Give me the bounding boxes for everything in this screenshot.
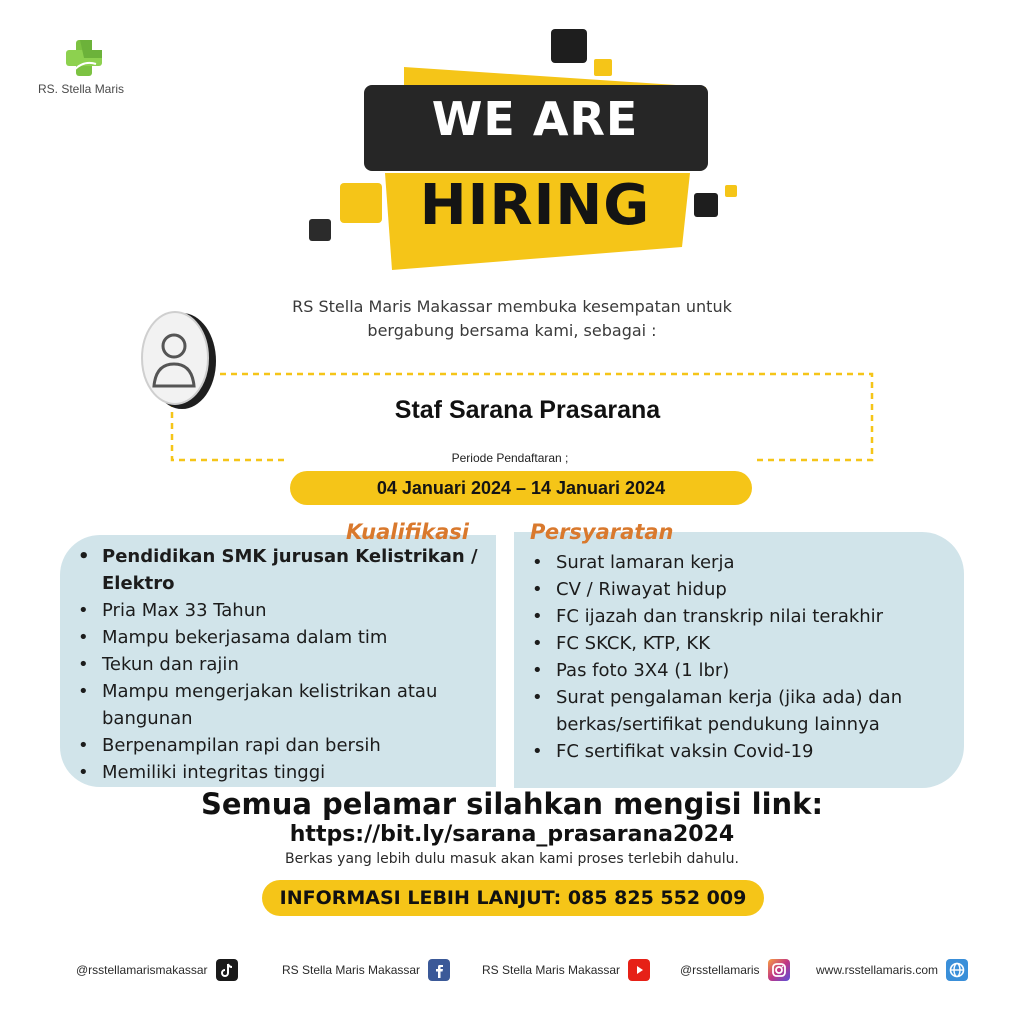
period-label: Periode Pendaftaran ; — [451, 451, 569, 465]
list-item: • Surat pengalaman kerja (jika ada) dan berkas/sertifikat pendukung lainnya — [516, 684, 948, 738]
intro-line-1: RS Stella Maris Makassar membuka kesempatan untuk — [292, 297, 732, 316]
list-item: • Pendidikan SMK jurusan Kelistrikan / Elektro — [62, 543, 498, 597]
persyaratan-list — [516, 549, 948, 765]
kualifikasi-list — [62, 543, 498, 786]
hiring-banner — [300, 25, 740, 280]
contact-info: INFORMASI LEBIH LANJUT: 085 825 552 009 — [262, 880, 764, 916]
social-tiktok[interactable] — [76, 958, 238, 982]
social-youtube[interactable] — [482, 958, 650, 982]
social-label: www.rsstellamaris.com — [816, 963, 939, 977]
list-item: • FC sertifikat vaksin Covid-19 — [516, 738, 948, 765]
list-item: • FC SKCK, KTP, KK — [516, 630, 948, 657]
hiring-heading: HIRING — [419, 173, 651, 238]
processing-note: Berkas yang lebih dulu masuk akan kami proses terlebih dahulu. — [285, 851, 739, 867]
social-label: RS Stella Maris Makassar — [482, 963, 621, 977]
list-item: • Surat lamaran kerja — [516, 549, 948, 576]
social-website[interactable] — [816, 958, 968, 982]
social-label: @rsstellamarismakassar — [76, 963, 208, 977]
social-facebook[interactable] — [282, 958, 450, 982]
youtube-icon — [628, 959, 650, 981]
social-label: RS Stella Maris Makassar — [282, 963, 421, 977]
intro-line-2: bergabung bersama kami, sebagai : — [367, 321, 657, 340]
we-are-heading: WE ARE — [431, 92, 639, 146]
list-item: • Tekun dan rajin — [62, 651, 498, 678]
apply-link[interactable]: https://bit.ly/sarana_prasarana2024 — [289, 822, 735, 847]
list-item: • Pria Max 33 Tahun — [62, 597, 498, 624]
list-item: • Memiliki integritas tinggi — [62, 759, 498, 786]
intro-text — [262, 295, 762, 343]
apply-cta: Semua pelamar silahkan mengisi link: — [200, 787, 824, 821]
period-dates: 04 Januari 2024 – 14 Januari 2024 — [290, 471, 752, 505]
user-avatar-icon — [134, 306, 224, 412]
social-label: @rsstellamaris — [680, 963, 760, 977]
list-item: • FC ijazah dan transkrip nilai terakhir — [516, 603, 948, 630]
list-item: • Mampu bekerjasama dalam tim — [62, 624, 498, 651]
facebook-icon — [428, 959, 450, 981]
persyaratan-heading: Persyaratan — [530, 520, 674, 544]
list-item: • Mampu mengerjakan kelistrikan atau bangunan — [62, 678, 498, 732]
social-instagram[interactable] — [680, 958, 790, 982]
logo-name: RS. Stella Maris — [38, 82, 125, 96]
kualifikasi-heading: Kualifikasi — [346, 520, 470, 544]
tiktok-icon — [216, 959, 238, 981]
list-item: • Berpenampilan rapi dan bersih — [62, 732, 498, 759]
list-item: • Pas foto 3X4 (1 lbr) — [516, 657, 948, 684]
position-title: Staf Sarana Prasarana — [394, 396, 661, 424]
instagram-icon — [768, 959, 790, 981]
list-item: • CV / Riwayat hidup — [516, 576, 948, 603]
globe-icon — [946, 959, 968, 981]
